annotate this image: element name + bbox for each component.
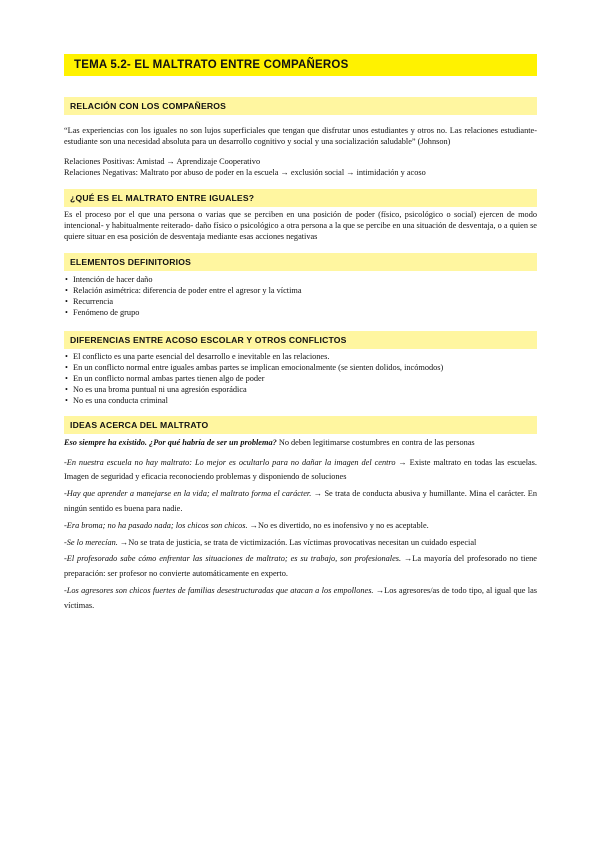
relacion-quote: “Las experiencias con los iguales no son lujos superficiales que tengan que disfrutar unos estudiantes y otros no. Las relaciones estudiante-estudiante son una necesidad absoluta para un desarrollo cognitivo y social y una socialización saludable” (Johnson) xyxy=(64,126,537,146)
idea-item: -Se lo merecían. →No se trata de justicia, se trata de victimización. Las víctimas provocativas necesitan un cuidado especial xyxy=(64,537,477,547)
ideas-intro: Eso siempre ha existido. ¿Por qué habría de ser un problema? No deben legitimarse costumbres en contra de las personas xyxy=(64,438,475,448)
section-heading-elementos: ELEMENTOS DEFINITORIOS xyxy=(64,253,537,271)
idea-item: -El profesorado sabe cómo enfrentar las situaciones de maltrato; es su trabajo, son profesionales. →La mayoría del profesorado no tiene preparación: ser profesor no convierte automáticamente en experto. xyxy=(64,554,537,579)
section-heading-que-es: ¿QUÉ ES EL MALTRATO ENTRE IGUALES? xyxy=(64,189,537,207)
definicion-text: Es el proceso por el que una persona o varias que se perciben en una posición de poder (físico, psicológico o social) ejercen de modo intencional- y habitualmente reiterado- daño físico o psicológico a otra persona a la que se percibe en una situación de desventaja, o a quien se quiere situar en esa posición de desventaja mediante esas acciones negativas xyxy=(64,210,537,241)
ideas-list xyxy=(64,456,537,614)
diferencias-list xyxy=(64,351,537,406)
relaciones-negativas: Relaciones Negativas: Maltrato por abuso de poder en la escuela → exclusión social → intimidación y acoso xyxy=(64,167,426,177)
idea-item: -Los agresores son chicos fuertes de familias desestructuradas que atacan a los empollones. →Los agresores/as de todo tipo, al igual que las víctimas. xyxy=(64,585,538,610)
document-page xyxy=(64,54,537,616)
list-item: • Recurrencia xyxy=(65,297,114,307)
list-item: • Relación asimétrica: diferencia de poder entre el agresor y la víctima xyxy=(65,286,302,296)
list-item: • Intención de hacer daño xyxy=(65,275,153,285)
section-heading-diferencias: DIFERENCIAS ENTRE ACOSO ESCOLAR Y OTROS CONFLICTOS xyxy=(64,331,537,349)
list-item: • El conflicto es una parte esencial del desarrollo e inevitable en las relaciones. xyxy=(65,352,330,362)
idea-item: -En nuestra escuela no hay maltrato: Lo mejor es ocultarlo para no dañar la imagen del centro → Existe maltrato en todas las escuelas. Imagen de seguridad y eficacia reconociendo problemas y disponiendo de soluciones xyxy=(64,457,537,482)
idea-item: -Hay que aprender a manejarse en la vida; el maltrato forma el carácter. → Se trata de conducta abusiva y humillante. Mina el carácter. En ningún sentido es buena para nadie. xyxy=(64,489,537,513)
list-item: • No es una broma puntual ni una agresión esporádica xyxy=(65,385,247,395)
section-heading-ideas: IDEAS ACERCA DEL MALTRATO xyxy=(64,416,537,434)
list-item: • Fenómeno de grupo xyxy=(65,308,140,318)
elementos-list xyxy=(64,274,537,318)
list-item: • En un conflicto normal entre iguales ambas partes se implican emocionalmente (se sienten dolidos, incómodos) xyxy=(65,363,444,373)
relaciones-positivas: Relaciones Positivas: Amistad → Aprendizaje Cooperativo xyxy=(64,157,261,167)
document-title: TEMA 5.2- EL MALTRATO ENTRE COMPAÑEROS xyxy=(64,54,537,76)
list-item: • En un conflicto normal ambas partes tienen algo de poder xyxy=(65,374,265,384)
section-heading-relacion: RELACIÓN CON LOS COMPAÑEROS xyxy=(64,97,537,115)
list-item: • No es una conducta criminal xyxy=(65,396,168,406)
idea-item: -Era broma; no ha pasado nada; los chicos son chicos. →No es divertido, no es inofensivo y no es aceptable. xyxy=(64,520,429,530)
